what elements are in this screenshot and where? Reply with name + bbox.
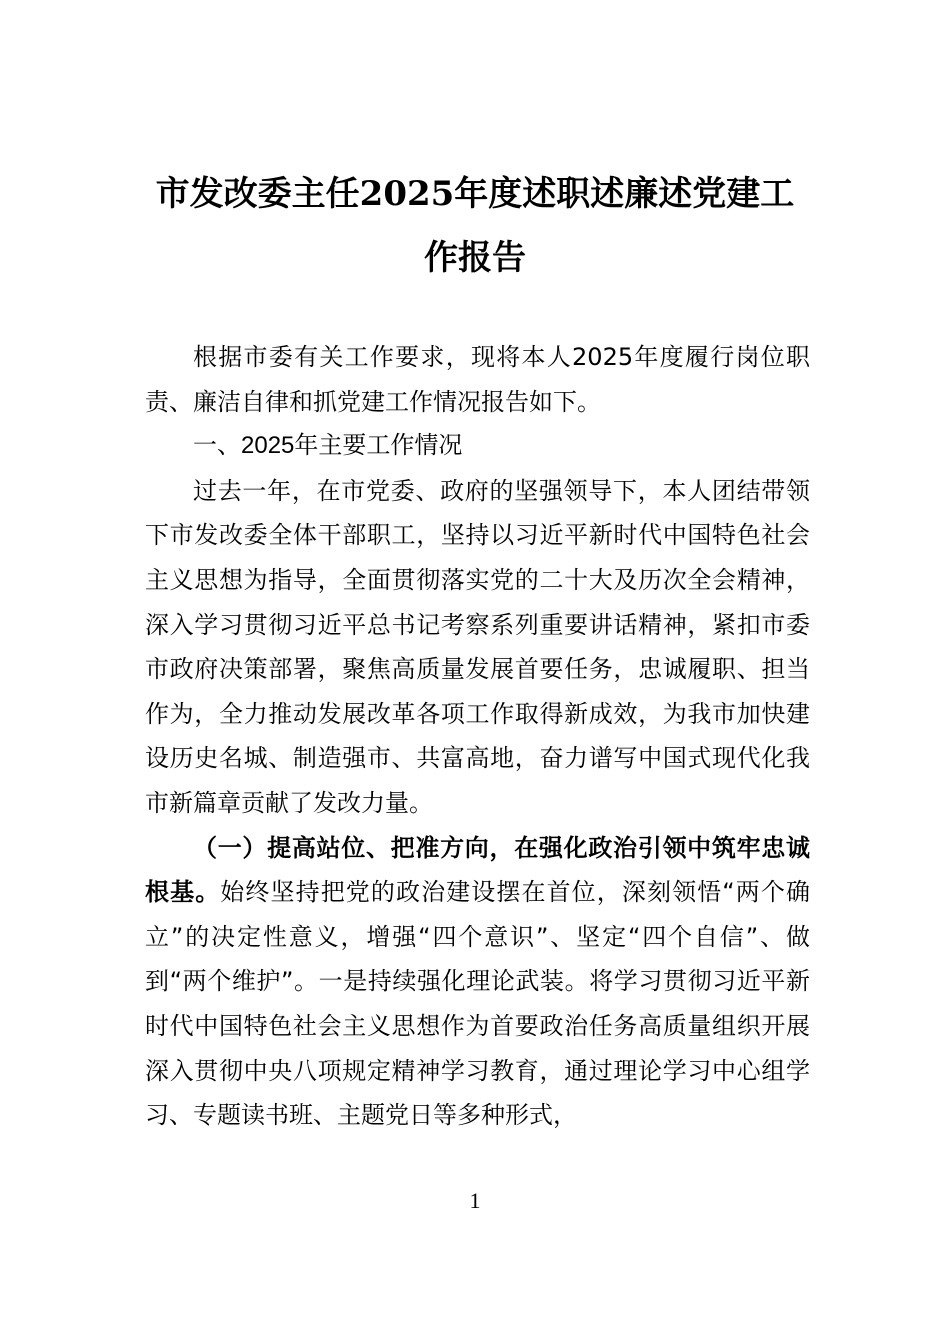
subsection-lead: （一）提高站位、把准方向，在强化政治引领中筑牢忠诚根基。 [145,832,810,907]
overview-paragraph: 过去一年，在市党委、政府的坚强领导下，本人团结带领下市发改委全体干部职工，坚持以习近平新时代中国特色社会主义思想为指导，全面贯彻落实党的二十大及历次全会精神，深入学习贯彻习近平总书记考察系列重要讲话精神，紧扣市委市政府决策部署，聚焦高质量发展首要任务，忠诚履职、担当作为，全力推动发展改革各项工作取得新成效，为我市加快建设历史名城、制造强市、共富高地，奋力谱写中国式现代化我市新篇章贡献了发改力量。 [145,476,810,817]
document-title: 市发改委主任2025年度述职述廉述党建工作报告 [155,174,795,278]
intro-paragraph: 根据市委有关工作要求，现将本人2025年度履行岗位职责、廉洁自律和抓党建工作情况报告如下。 [145,343,810,416]
subsection-body: 始终坚持把党的政治建设摆在首位，深刻领悟“两个确立”的决定性意义，增强“四个意识”、坚定“四个自信”、做到“两个维护”。一是持续强化理论武装。将学习贯彻习近平新时代中国特色社会主义思想作为首要政治任务高质量组织开展深入贯彻中央八项规定精神学习教育，通过理论学习中心组学习、专题读书班、主题党日等多种形式， [145,878,810,1130]
document-body [145,335,810,1138]
subsection-paragraph [145,826,810,1138]
section-heading: 一、2025年主要工作情况 [193,432,463,460]
page-number: 1 [469,1188,481,1213]
